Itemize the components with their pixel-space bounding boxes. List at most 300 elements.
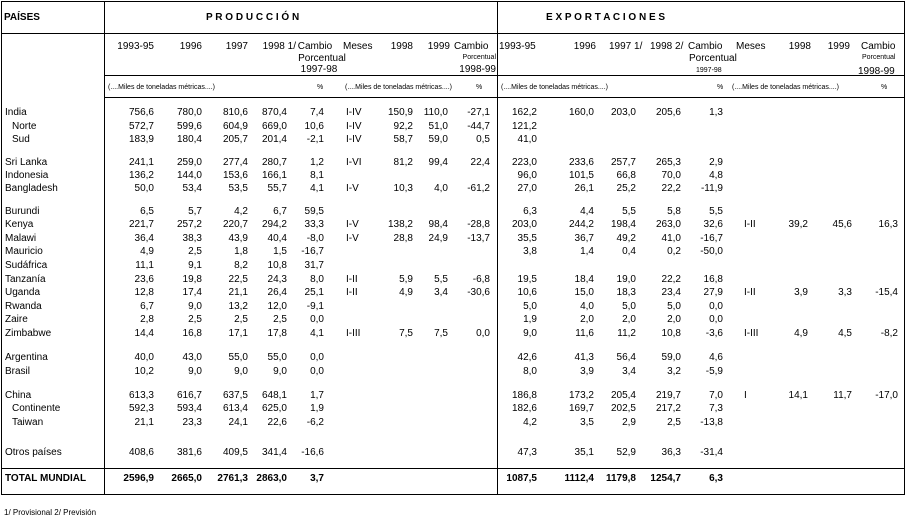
table-cell: 10,2 [134,366,154,377]
table-cell: 2,0 [622,314,636,325]
table-cell: 10,3 [393,183,413,194]
country-name: TOTAL MUNDIAL [5,473,87,484]
col-header-month-1998: 1998 [788,41,811,52]
table-cell: I-II [346,274,358,285]
table-cell: -8,2 [880,328,898,339]
table-cell: 265,3 [655,157,681,168]
country-name: Continente [12,403,61,414]
table-cell: 22,2 [661,274,681,285]
table-cell: 408,6 [128,447,154,458]
table-cell: 40,4 [267,233,287,244]
table-cell: 201,4 [261,134,287,145]
table-cell: 15,0 [574,287,594,298]
table-cell: 7,5 [399,328,413,339]
table-cell: 166,1 [261,170,287,181]
table-cell: -8,0 [306,233,324,244]
country-name: Taiwan [12,417,44,428]
table-cell: 2761,3 [217,473,248,484]
table-cell: 198,4 [610,219,636,230]
table-cell: 294,2 [261,219,287,230]
table-cell: 11,6 [575,328,594,339]
table-cell: 39,2 [788,219,808,230]
col-header-meses: Meses [343,41,373,52]
table-cell: 7,3 [709,403,723,414]
country-name: Sud [12,134,30,145]
table-cell: 1,8 [234,246,248,257]
table-top-border [1,1,905,2]
units-row-top-border [104,75,905,76]
table-cell: 70,0 [661,170,681,181]
col-header-1997: 1997 [225,41,248,52]
table-cell: 280,7 [261,157,287,168]
table-cell: 43,0 [182,352,202,363]
table-cell: 4,0 [434,183,448,194]
table-cell: 160,0 [568,107,594,118]
table-cell: 25,1 [304,287,324,298]
table-cell: 21,1 [228,287,248,298]
table-cell: 1087,5 [506,473,537,484]
table-cell: -27,1 [467,107,490,118]
table-cell: 56,4 [616,352,636,363]
table-cell: 219,7 [655,390,681,401]
country-name: Zimbabwe [5,328,52,339]
table-cell: 221,7 [128,219,154,230]
table-cell: 8,2 [234,260,248,271]
table-cell: -16,7 [301,246,324,257]
table-cell: 648,1 [261,390,287,401]
table-cell: 38,3 [182,233,202,244]
header-bottom-border [1,33,905,34]
table-cell: 9,0 [234,366,248,377]
table-cell: 19,8 [182,274,202,285]
table-cell: 23,3 [182,417,202,428]
table-cell: 203,0 [610,107,636,118]
country-name: Otros países [5,447,62,458]
table-cell: 3,4 [434,287,448,298]
country-name: Brasil [5,366,31,377]
table-cell: 0,2 [667,246,681,257]
col-header-month-1999: 1999 [827,41,850,52]
table-cell: 0,0 [476,328,490,339]
table-cell: 625,0 [261,403,287,414]
table-cell: 55,0 [267,352,287,363]
table-cell: -2,1 [306,134,324,145]
table-cell: 756,6 [128,107,154,118]
table-cell: I-IV [346,107,362,118]
table-cell: 99,4 [428,157,448,168]
table-cell: 4,0 [580,301,594,312]
table-cell: 4,9 [794,328,808,339]
table-cell: 153,6 [222,170,248,181]
table-cell: 162,2 [511,107,537,118]
table-cell: 263,0 [655,219,681,230]
table-cell: 1112,4 [564,473,594,484]
country-name: Norte [12,121,37,132]
table-cell: 2,0 [667,314,681,325]
table-cell: 4,1 [310,183,324,194]
table-cell: 10,6 [304,121,324,132]
table-cell: 5,0 [667,301,681,312]
table-cell: 616,7 [176,390,202,401]
table-cell: -30,6 [467,287,490,298]
units-percent: % [317,84,324,91]
table-cell: 186,8 [511,390,537,401]
country-name: Kenya [5,219,34,230]
table-cell: 0,5 [476,134,490,145]
table-cell: 169,7 [568,403,594,414]
table-cell: 223,0 [511,157,537,168]
table-cell: 203,0 [511,219,537,230]
table-cell: 14,4 [134,328,154,339]
table-cell: I-II [346,287,358,298]
table-cell: 16,3 [878,219,898,230]
col-header-porcentual: Porcentual [689,53,737,64]
table-cell: 138,2 [387,219,413,230]
table-cell: 257,7 [610,157,636,168]
table-cell: 3,2 [667,366,681,377]
table-cell: 0,0 [310,352,324,363]
table-cell: -13,8 [700,417,723,428]
table-cell: 9,0 [188,301,202,312]
table-cell: 58,7 [393,134,413,145]
table-cell: 241,1 [128,157,154,168]
table-cell: -16,7 [700,233,723,244]
table-cell: 7,4 [310,107,324,118]
table-cell: 23,6 [134,274,154,285]
units-label: (....Miles de toneladas métricas....) [501,84,608,91]
table-cell: 5,9 [399,274,413,285]
table-cell: 277,4 [222,157,248,168]
table-cell: 244,2 [568,219,594,230]
table-cell: 10,8 [267,260,287,271]
table-cell: 2,9 [622,417,636,428]
table-cell: 24,3 [267,274,287,285]
table-cell: 26,4 [267,287,287,298]
table-cell: 593,4 [176,403,202,414]
country-name: Bangladesh [5,183,58,194]
table-cell: 28,8 [393,233,413,244]
units-percent: % [717,84,724,91]
table-cell: 121,2 [511,121,537,132]
col-header-month-porcentual: Porcentual [862,54,896,61]
footnote: 1/ Provisional 2/ Previsión [4,508,97,517]
table-cell: 22,6 [267,417,287,428]
table-cell: 2596,9 [123,473,154,484]
table-cell: 870,4 [261,107,287,118]
table-cell: 11,1 [135,260,154,271]
col-header-month-period: 1998-99 [858,66,895,77]
table-cell: 2,5 [273,314,287,325]
col-header-1997: 1997 1/ [609,41,643,52]
table-cell: 205,4 [610,390,636,401]
produccion-header: P R O D U C C I Ó N [206,12,300,23]
table-cell: 0,0 [310,314,324,325]
table-cell: 205,7 [222,134,248,145]
table-cell: 217,2 [655,403,681,414]
table-cell: 4,6 [709,352,723,363]
table-cell: I-V [346,183,359,194]
col-header-cambio: Cambio [688,41,723,52]
table-cell: 136,2 [128,170,154,181]
country-name: Indonesia [5,170,49,181]
table-cell: 810,6 [222,107,248,118]
table-cell: 409,5 [222,447,248,458]
table-cell: 50,0 [134,183,154,194]
table-cell: 3,9 [580,366,594,377]
table-cell: -28,8 [467,219,490,230]
table-cell: 220,7 [222,219,248,230]
table-left-border [1,1,2,495]
table-cell: 43,9 [228,233,248,244]
col-header-1998: 1998 2/ [650,41,684,52]
col-header-month-period: 1998-99 [459,64,496,75]
table-cell: 45,6 [832,219,852,230]
country-name: Mauricio [5,246,43,257]
table-cell: -6,8 [472,274,490,285]
col-header-period: 1997-98 [300,64,338,75]
table-cell: 59,5 [304,206,324,217]
table-cell: 14,1 [788,390,808,401]
table-cell: 669,0 [261,121,287,132]
table-cell: 11,7 [833,390,852,401]
table-cell: 604,9 [222,121,248,132]
country-name: Rwanda [5,301,42,312]
table-cell: 4,8 [709,170,723,181]
col-header-1993-95: 1993-95 [117,41,154,52]
country-name: Uganda [5,287,41,298]
table-cell: 5,8 [667,206,681,217]
table-cell: 55,7 [267,183,287,194]
table-cell: 4,2 [234,206,248,217]
table-cell: 613,4 [222,403,248,414]
exportaciones-header: E X P O R T A C I O N E S [546,12,666,23]
table-cell: 40,0 [134,352,154,363]
table-cell: 6,3 [523,206,537,217]
table-cell: I-V [346,233,359,244]
table-cell: 1,9 [523,314,537,325]
units-percent: % [476,84,483,91]
table-cell: 6,7 [273,206,287,217]
table-cell: 59,0 [428,134,448,145]
table-cell: 19,5 [517,274,537,285]
col-header-1996: 1996 [179,41,202,52]
table-cell: 259,0 [176,157,202,168]
table-cell: 2,8 [140,314,154,325]
table-cell: I-II [744,287,756,298]
country-name: India [5,107,27,118]
table-cell: 1,5 [273,246,287,257]
table-cell: 23,4 [661,287,681,298]
table-cell: -31,4 [700,447,723,458]
table-cell: 341,4 [261,447,287,458]
table-cell: I-III [346,328,361,339]
table-cell: 59,0 [661,352,681,363]
table-cell: 4,4 [580,206,594,217]
table-cell: 41,0 [517,134,537,145]
table-cell: 81,2 [393,157,413,168]
table-cell: 22,4 [470,157,490,168]
table-cell: I-VI [346,157,362,168]
table-cell: 4,9 [399,287,413,298]
table-cell: 8,1 [310,170,324,181]
col-header-month-1998: 1998 [390,41,413,52]
table-cell: 16,8 [182,328,202,339]
table-cell: 8,0 [310,274,324,285]
table-cell: 33,3 [304,219,324,230]
table-cell: 17,1 [228,328,248,339]
table-cell: 637,5 [222,390,248,401]
col-header-month-cambio: Cambio [454,41,489,52]
table-cell: 12,8 [134,287,154,298]
table-cell: 202,5 [610,403,636,414]
table-cell: 9,0 [188,366,202,377]
table-cell: 183,9 [128,134,154,145]
table-cell: 5,7 [188,206,202,217]
table-bottom-border [1,494,905,495]
table-cell: -50,0 [700,246,723,257]
table-cell: 47,3 [517,447,537,458]
table-cell: 17,4 [182,287,202,298]
table-cell: 18,3 [616,287,636,298]
table-cell: 5,5 [434,274,448,285]
table-cell: 36,7 [574,233,594,244]
table-cell: 3,3 [838,287,852,298]
table-cell: 27,0 [517,183,537,194]
table-cell: 27,9 [703,287,723,298]
table-cell: 381,6 [176,447,202,458]
col-header-month-1999: 1999 [427,41,450,52]
country-name: Zaire [5,314,28,325]
col-header-1993-95: 1993-95 [499,41,536,52]
col-header-meses: Meses [736,41,766,52]
units-label: (....Miles de toneladas métricas....) [732,84,839,91]
table-cell: 10,8 [661,328,681,339]
country-name: Sri Lanka [5,157,48,168]
table-cell: 3,8 [523,246,537,257]
table-cell: 0,0 [709,314,723,325]
table-cell: 144,0 [176,170,202,181]
table-cell: 2,9 [709,157,723,168]
col-header-month-porcentual: Porcentual [462,54,496,61]
table-cell: 599,6 [176,121,202,132]
col-header-period: 1997-98 [696,67,722,74]
table-cell: 1,9 [310,403,324,414]
table-cell: 233,6 [568,157,594,168]
country-name: Burundi [5,206,40,217]
table-cell: 55,0 [228,352,248,363]
table-cell: 53,5 [228,183,248,194]
table-cell: 12,0 [267,301,287,312]
table-cell: 0,0 [310,366,324,377]
table-cell: 780,0 [176,107,202,118]
paises-header: PAÍSES [4,12,40,23]
country-name: Argentina [5,352,48,363]
table-cell: -9,1 [306,301,324,312]
table-cell: -6,2 [306,417,324,428]
table-cell: 3,5 [580,417,594,428]
table-cell: 6,5 [140,206,154,217]
table-cell: 52,9 [616,447,636,458]
table-cell: 1,3 [709,107,723,118]
table-cell: 4,2 [523,417,537,428]
table-cell: I-III [744,328,759,339]
table-cell: I-II [744,219,756,230]
table-cell: 9,0 [523,328,537,339]
table-cell: 0,4 [622,246,636,257]
country-name: Malawi [5,233,37,244]
table-cell: -3,6 [705,328,723,339]
table-cell: 36,4 [134,233,154,244]
table-cell: -16,6 [301,447,324,458]
table-cell: 26,1 [574,183,594,194]
table-cell: 22,5 [228,274,248,285]
table-cell: 25,2 [616,183,636,194]
table-cell: 53,4 [182,183,202,194]
col-header-1998: 1998 1/ [262,41,296,52]
table-cell: 2,0 [580,314,594,325]
table-cell: 24,1 [228,417,248,428]
table-cell: 24,9 [428,233,448,244]
table-cell: 98,4 [428,219,448,230]
table-cell: 2,5 [234,314,248,325]
table-cell: 5,0 [523,301,537,312]
table-cell: 36,3 [661,447,681,458]
table-cell: 17,8 [267,328,287,339]
table-cell: -13,7 [467,233,490,244]
units-label: (....Miles de toneladas métricas....) [345,84,452,91]
table-cell: 8,0 [523,366,537,377]
table-cell: 592,3 [128,403,154,414]
table-cell: 31,7 [304,260,324,271]
table-cell: -44,7 [467,121,490,132]
table-cell: I-IV [346,121,362,132]
table-cell: 16,8 [703,274,723,285]
table-cell: 41,3 [574,352,594,363]
table-cell: -15,4 [875,287,898,298]
table-cell: 4,5 [838,328,852,339]
table-cell: 257,2 [176,219,202,230]
table-cell: 150,9 [387,107,413,118]
col-header-1996: 1996 [573,41,596,52]
col-header-porcentual: Porcentual [298,53,346,64]
table-cell: 180,4 [176,134,202,145]
table-cell: 1,2 [310,157,324,168]
table-cell: 2,5 [188,314,202,325]
table-cell: I-IV [346,134,362,145]
table-cell: 9,1 [188,260,202,271]
table-cell: 3,9 [794,287,808,298]
table-cell: 101,5 [568,170,594,181]
table-cell: 35,5 [517,233,537,244]
table-cell: 3,4 [622,366,636,377]
table-cell: 18,4 [574,274,594,285]
table-cell: 1,7 [310,390,324,401]
table-cell: 35,1 [574,447,594,458]
table-cell: 22,2 [661,183,681,194]
table-cell: 66,8 [616,170,636,181]
table-cell: 4,9 [140,246,154,257]
table-cell: 1,4 [580,246,594,257]
table-cell: 2863,0 [256,473,287,484]
table-cell: 42,6 [517,352,537,363]
table-cell: 32,6 [703,219,723,230]
table-cell: 96,0 [517,170,537,181]
table-cell: 11,2 [617,328,636,339]
country-name: Tanzanía [5,274,46,285]
table-cell: 41,0 [661,233,681,244]
table-cell: 1179,8 [605,473,636,484]
table-cell: 10,6 [517,287,537,298]
